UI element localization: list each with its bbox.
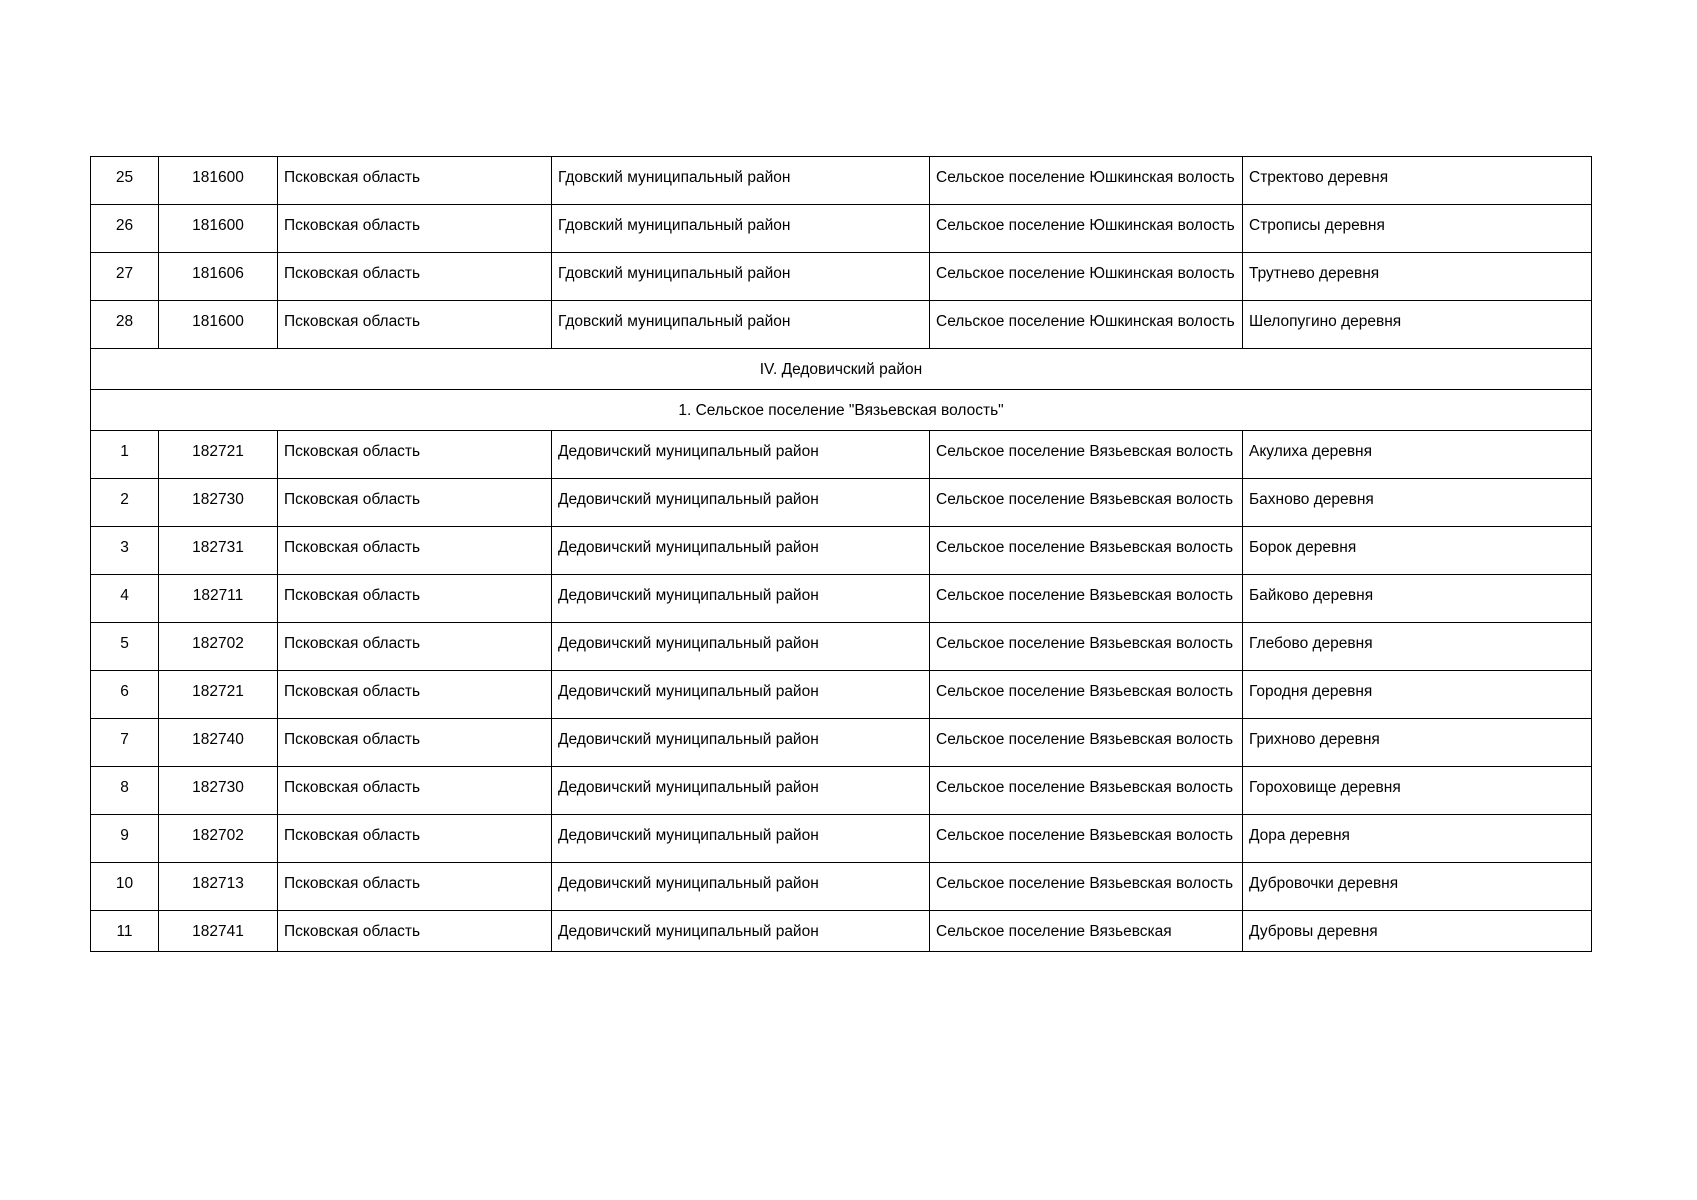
postal-index: 182730 bbox=[159, 479, 278, 527]
table-row bbox=[91, 863, 1592, 911]
table-row bbox=[91, 767, 1592, 815]
table-body bbox=[91, 157, 1592, 952]
region-cell: Псковская область bbox=[278, 479, 552, 527]
table-row bbox=[91, 623, 1592, 671]
subsection-heading-row bbox=[91, 390, 1592, 431]
settlement-cell: Сельское поселение Вязьевская волость bbox=[930, 863, 1243, 911]
locality-cell: Стректово деревня bbox=[1243, 157, 1592, 205]
region-cell: Псковская область bbox=[278, 157, 552, 205]
settlement-cell: Сельское поселение Вязьевская волость bbox=[930, 671, 1243, 719]
settlement-cell: Сельское поселение Юшкинская волость bbox=[930, 205, 1243, 253]
settlement-cell: Сельское поселение Вязьевская волость bbox=[930, 719, 1243, 767]
region-cell: Псковская область bbox=[278, 623, 552, 671]
row-number: 7 bbox=[91, 719, 159, 767]
postal-index: 182713 bbox=[159, 863, 278, 911]
district-cell: Дедовичский муниципальный район bbox=[552, 623, 930, 671]
locality-cell: Грихново деревня bbox=[1243, 719, 1592, 767]
table-row bbox=[91, 253, 1592, 301]
settlement-cell: Сельское поселение Вязьевская bbox=[930, 911, 1243, 952]
postal-index: 182702 bbox=[159, 623, 278, 671]
locality-cell: Байково деревня bbox=[1243, 575, 1592, 623]
table-row bbox=[91, 205, 1592, 253]
settlement-cell: Сельское поселение Вязьевская волость bbox=[930, 527, 1243, 575]
row-number: 1 bbox=[91, 431, 159, 479]
district-cell: Дедовичский муниципальный район bbox=[552, 815, 930, 863]
row-number: 2 bbox=[91, 479, 159, 527]
settlement-cell: Сельское поселение Вязьевская волость bbox=[930, 575, 1243, 623]
postal-index: 182730 bbox=[159, 767, 278, 815]
region-cell: Псковская область bbox=[278, 205, 552, 253]
settlement-cell: Сельское поселение Юшкинская волость bbox=[930, 301, 1243, 349]
region-cell: Псковская область bbox=[278, 767, 552, 815]
settlement-cell: Сельское поселение Вязьевская волость bbox=[930, 479, 1243, 527]
settlement-cell: Сельское поселение Вязьевская волость bbox=[930, 767, 1243, 815]
district-cell: Дедовичский муниципальный район bbox=[552, 431, 930, 479]
locality-cell: Гороховище деревня bbox=[1243, 767, 1592, 815]
table-row bbox=[91, 527, 1592, 575]
locality-cell: Борок деревня bbox=[1243, 527, 1592, 575]
region-cell: Псковская область bbox=[278, 431, 552, 479]
postal-index: 182741 bbox=[159, 911, 278, 952]
locality-cell: Городня деревня bbox=[1243, 671, 1592, 719]
postal-index: 182740 bbox=[159, 719, 278, 767]
region-cell: Псковская область bbox=[278, 719, 552, 767]
settlement-cell: Сельское поселение Юшкинская волость bbox=[930, 157, 1243, 205]
row-number: 4 bbox=[91, 575, 159, 623]
row-number: 26 bbox=[91, 205, 159, 253]
section-heading-row bbox=[91, 349, 1592, 390]
district-cell: Гдовский муниципальный район bbox=[552, 301, 930, 349]
row-number: 6 bbox=[91, 671, 159, 719]
locality-cell: Строписы деревня bbox=[1243, 205, 1592, 253]
postal-index: 182721 bbox=[159, 671, 278, 719]
district-cell: Дедовичский муниципальный район bbox=[552, 575, 930, 623]
subsection-title: 1. Сельское поселение "Вязьевская волость" bbox=[91, 390, 1592, 431]
postal-index: 181606 bbox=[159, 253, 278, 301]
row-number: 27 bbox=[91, 253, 159, 301]
table-row bbox=[91, 301, 1592, 349]
region-cell: Псковская область bbox=[278, 671, 552, 719]
district-cell: Гдовский муниципальный район bbox=[552, 253, 930, 301]
row-number: 11 bbox=[91, 911, 159, 952]
locality-cell: Бахново деревня bbox=[1243, 479, 1592, 527]
row-number: 28 bbox=[91, 301, 159, 349]
table-row bbox=[91, 479, 1592, 527]
table-row bbox=[91, 719, 1592, 767]
district-cell: Дедовичский муниципальный район bbox=[552, 671, 930, 719]
section-title: IV. Дедовичский район bbox=[91, 349, 1592, 390]
table-row bbox=[91, 575, 1592, 623]
region-cell: Псковская область bbox=[278, 911, 552, 952]
settlement-cell: Сельское поселение Вязьевская волость bbox=[930, 815, 1243, 863]
row-number: 5 bbox=[91, 623, 159, 671]
postal-index: 181600 bbox=[159, 205, 278, 253]
table-row bbox=[91, 431, 1592, 479]
district-cell: Гдовский муниципальный район bbox=[552, 205, 930, 253]
postal-index: 181600 bbox=[159, 157, 278, 205]
district-cell: Дедовичский муниципальный район bbox=[552, 527, 930, 575]
region-cell: Псковская область bbox=[278, 253, 552, 301]
locality-cell: Акулиха деревня bbox=[1243, 431, 1592, 479]
postal-index: 182711 bbox=[159, 575, 278, 623]
table-row bbox=[91, 157, 1592, 205]
row-number: 9 bbox=[91, 815, 159, 863]
postal-index: 181600 bbox=[159, 301, 278, 349]
row-number: 3 bbox=[91, 527, 159, 575]
row-number: 25 bbox=[91, 157, 159, 205]
settlement-cell: Сельское поселение Вязьевская волость bbox=[930, 623, 1243, 671]
row-number: 10 bbox=[91, 863, 159, 911]
district-cell: Дедовичский муниципальный район bbox=[552, 767, 930, 815]
region-cell: Псковская область bbox=[278, 863, 552, 911]
region-cell: Псковская область bbox=[278, 575, 552, 623]
district-cell: Дедовичский муниципальный район bbox=[552, 863, 930, 911]
locality-cell: Дубровы деревня bbox=[1243, 911, 1592, 952]
table-row bbox=[91, 671, 1592, 719]
table-row bbox=[91, 815, 1592, 863]
region-cell: Псковская область bbox=[278, 301, 552, 349]
settlement-cell: Сельское поселение Юшкинская волость bbox=[930, 253, 1243, 301]
settlement-cell: Сельское поселение Вязьевская волость bbox=[930, 431, 1243, 479]
region-cell: Псковская область bbox=[278, 815, 552, 863]
locality-cell: Глебово деревня bbox=[1243, 623, 1592, 671]
postal-index: 182702 bbox=[159, 815, 278, 863]
district-cell: Дедовичский муниципальный район bbox=[552, 719, 930, 767]
locality-cell: Дубровочки деревня bbox=[1243, 863, 1592, 911]
locality-cell: Трутнево деревня bbox=[1243, 253, 1592, 301]
postal-index: 182731 bbox=[159, 527, 278, 575]
locality-cell: Дора деревня bbox=[1243, 815, 1592, 863]
district-cell: Дедовичский муниципальный район bbox=[552, 911, 930, 952]
district-cell: Дедовичский муниципальный район bbox=[552, 479, 930, 527]
table-row bbox=[91, 911, 1592, 952]
district-cell: Гдовский муниципальный район bbox=[552, 157, 930, 205]
locality-cell: Шелопугино деревня bbox=[1243, 301, 1592, 349]
settlements-table bbox=[90, 156, 1592, 952]
postal-index: 182721 bbox=[159, 431, 278, 479]
region-cell: Псковская область bbox=[278, 527, 552, 575]
row-number: 8 bbox=[91, 767, 159, 815]
